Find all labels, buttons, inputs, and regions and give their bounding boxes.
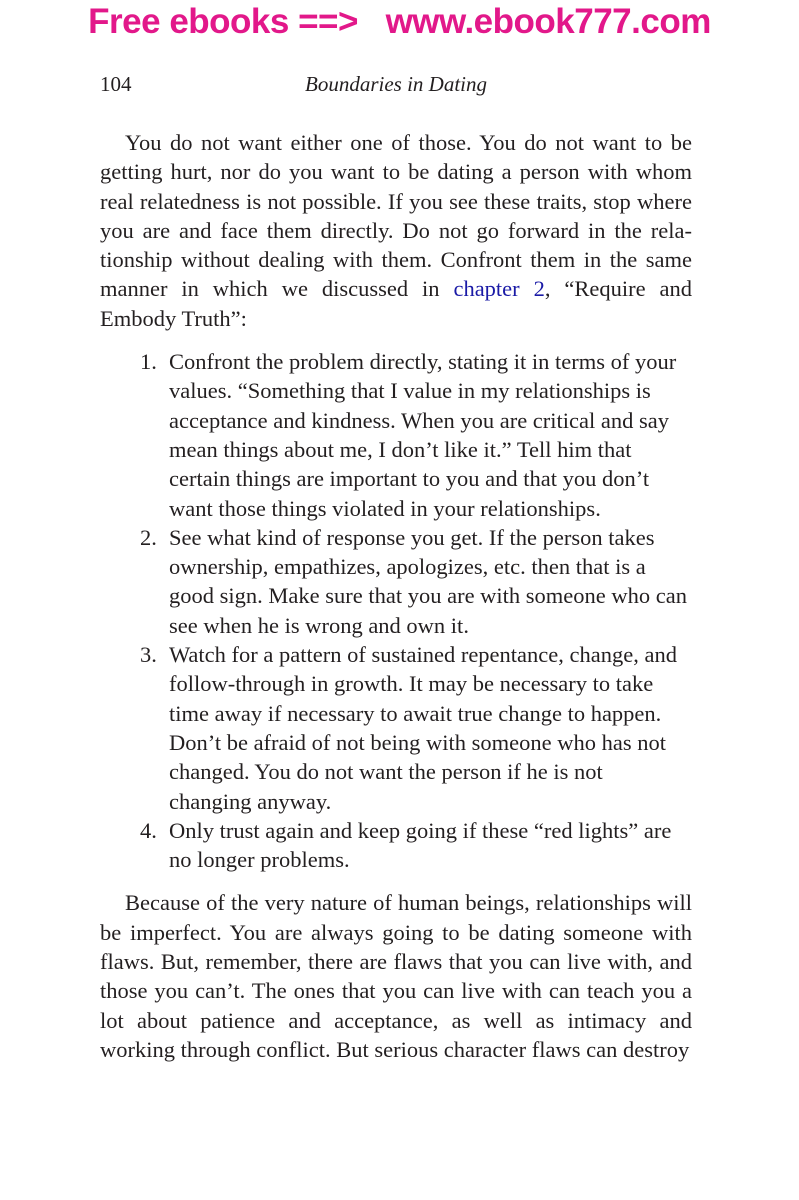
list-item (140, 523, 692, 640)
chapter-2-link[interactable]: chapter 2 (453, 276, 545, 302)
paragraph-2: Because of the very nature of human beings, relationships will be imperfect. You are always going to be dating someone with flaws. But, remember, there are flaws that you can live with, and those you can’t. The ones that you can live with can teach you a lot about patience and acceptance, as well as intimacy and working through conflict. But serious character flaws can destroy (100, 890, 692, 1062)
steps-list (100, 347, 692, 874)
paragraph-1-tail: , “Require and Embody Truth”: (100, 276, 692, 331)
step-number: 3. (140, 642, 157, 668)
step-number: 2. (140, 524, 157, 550)
list-item (140, 640, 692, 816)
page-number: 104 (100, 72, 132, 96)
step-text: See what kind of response you get. If the person takes ownership, empathizes, apologizes, etc. then that is a good sign. Make sure that you are with someone who can see when he is wrong and own it. (169, 524, 688, 638)
book-title: Boundaries in Dating (305, 72, 487, 96)
watermark-banner: Free ebooks ==> www.ebook777.com (88, 2, 711, 41)
paragraph-1 (100, 128, 692, 333)
list-item (140, 347, 692, 523)
step-text: Only trust again and keep going if these “red lights” are no longer problems. (169, 817, 672, 873)
step-text: Watch for a pattern of sustained repentance, change, and follow-through in growth. It may be necessary to take time away if necessary to await true change to happen. Don’t be afraid of not being with someone who has not changed. You do not want the person if he is not changing anyway. (169, 642, 677, 814)
step-number: 1. (140, 349, 157, 375)
page-body (100, 128, 692, 1064)
step-text: Confront the problem directly, stating it in terms of your values. “Something that I value in my relationships is acceptance and kindness. When you are critical and say mean things about me, I don’t like it.” Tell him that certain things are important to you and that you don’t want those things violated in your relationships. (169, 349, 677, 521)
step-number: 4. (140, 817, 157, 843)
running-head (100, 72, 692, 98)
paragraph-1-text: You do not want either one of those. You do not want to be getting hurt, nor do you want to be dating a person with whom real relatedness is not possible. If you see these traits, stop where you are and face them directly. Do not go forward in the relationship without dealing with them. Confront them in the same manner in which we discussed in (100, 130, 692, 302)
list-item (140, 816, 692, 875)
